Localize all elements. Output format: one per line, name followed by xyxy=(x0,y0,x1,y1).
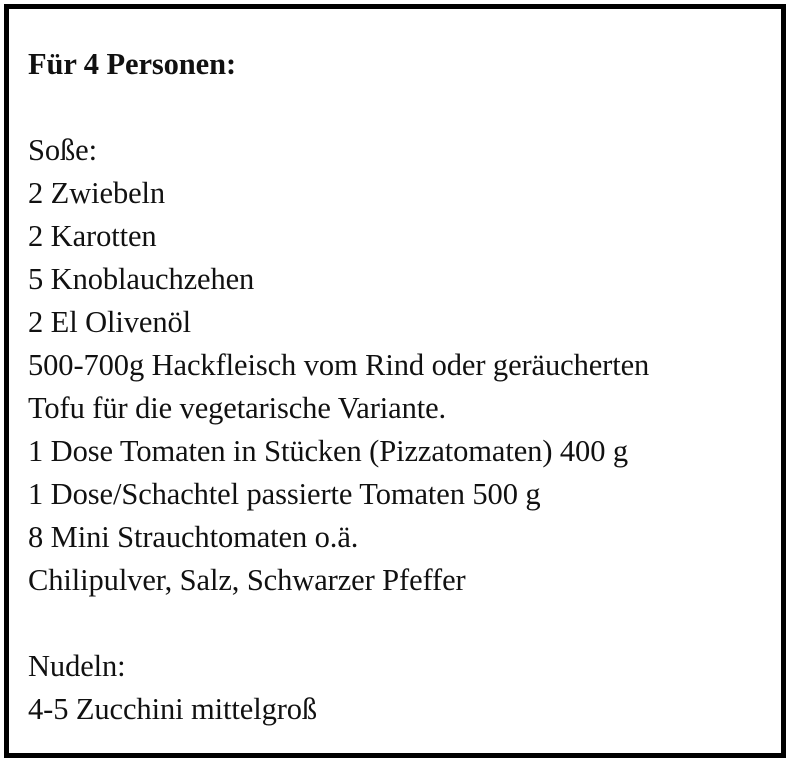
ingredient-garlic: 5 Knoblauchzehen xyxy=(28,262,255,296)
spacer xyxy=(28,86,649,129)
spacer xyxy=(28,602,649,645)
ingredient-spices: Chilipulver, Salz, Schwarzer Pfeffer xyxy=(28,563,466,597)
noodles-title: Nudeln: xyxy=(28,649,126,683)
recipe-text xyxy=(28,43,649,731)
ingredient-onions: 2 Zwiebeln xyxy=(28,176,166,210)
ingredient-carrots: 2 Karotten xyxy=(28,219,157,253)
ingredient-cherry-tomatoes: 8 Mini Strauchtomaten o.ä. xyxy=(28,520,359,554)
recipe-box xyxy=(4,4,786,758)
servings-heading: Für 4 Personen: xyxy=(28,47,237,81)
ingredient-olive-oil: 2 El Olivenöl xyxy=(28,305,192,339)
ingredient-canned-tomatoes: 1 Dose Tomaten in Stücken (Pizzatomaten) 400 g xyxy=(28,434,629,468)
ingredient-zucchini: 4-5 Zucchini mittelgroß xyxy=(28,692,318,726)
ingredient-tofu: Tofu für die vegetarische Variante. xyxy=(28,391,447,425)
sauce-title: Soße: xyxy=(28,133,97,167)
ingredient-mince: 500-700g Hackfleisch vom Rind oder geräucherten xyxy=(28,348,650,382)
ingredient-passata: 1 Dose/Schachtel passierte Tomaten 500 g xyxy=(28,477,541,511)
